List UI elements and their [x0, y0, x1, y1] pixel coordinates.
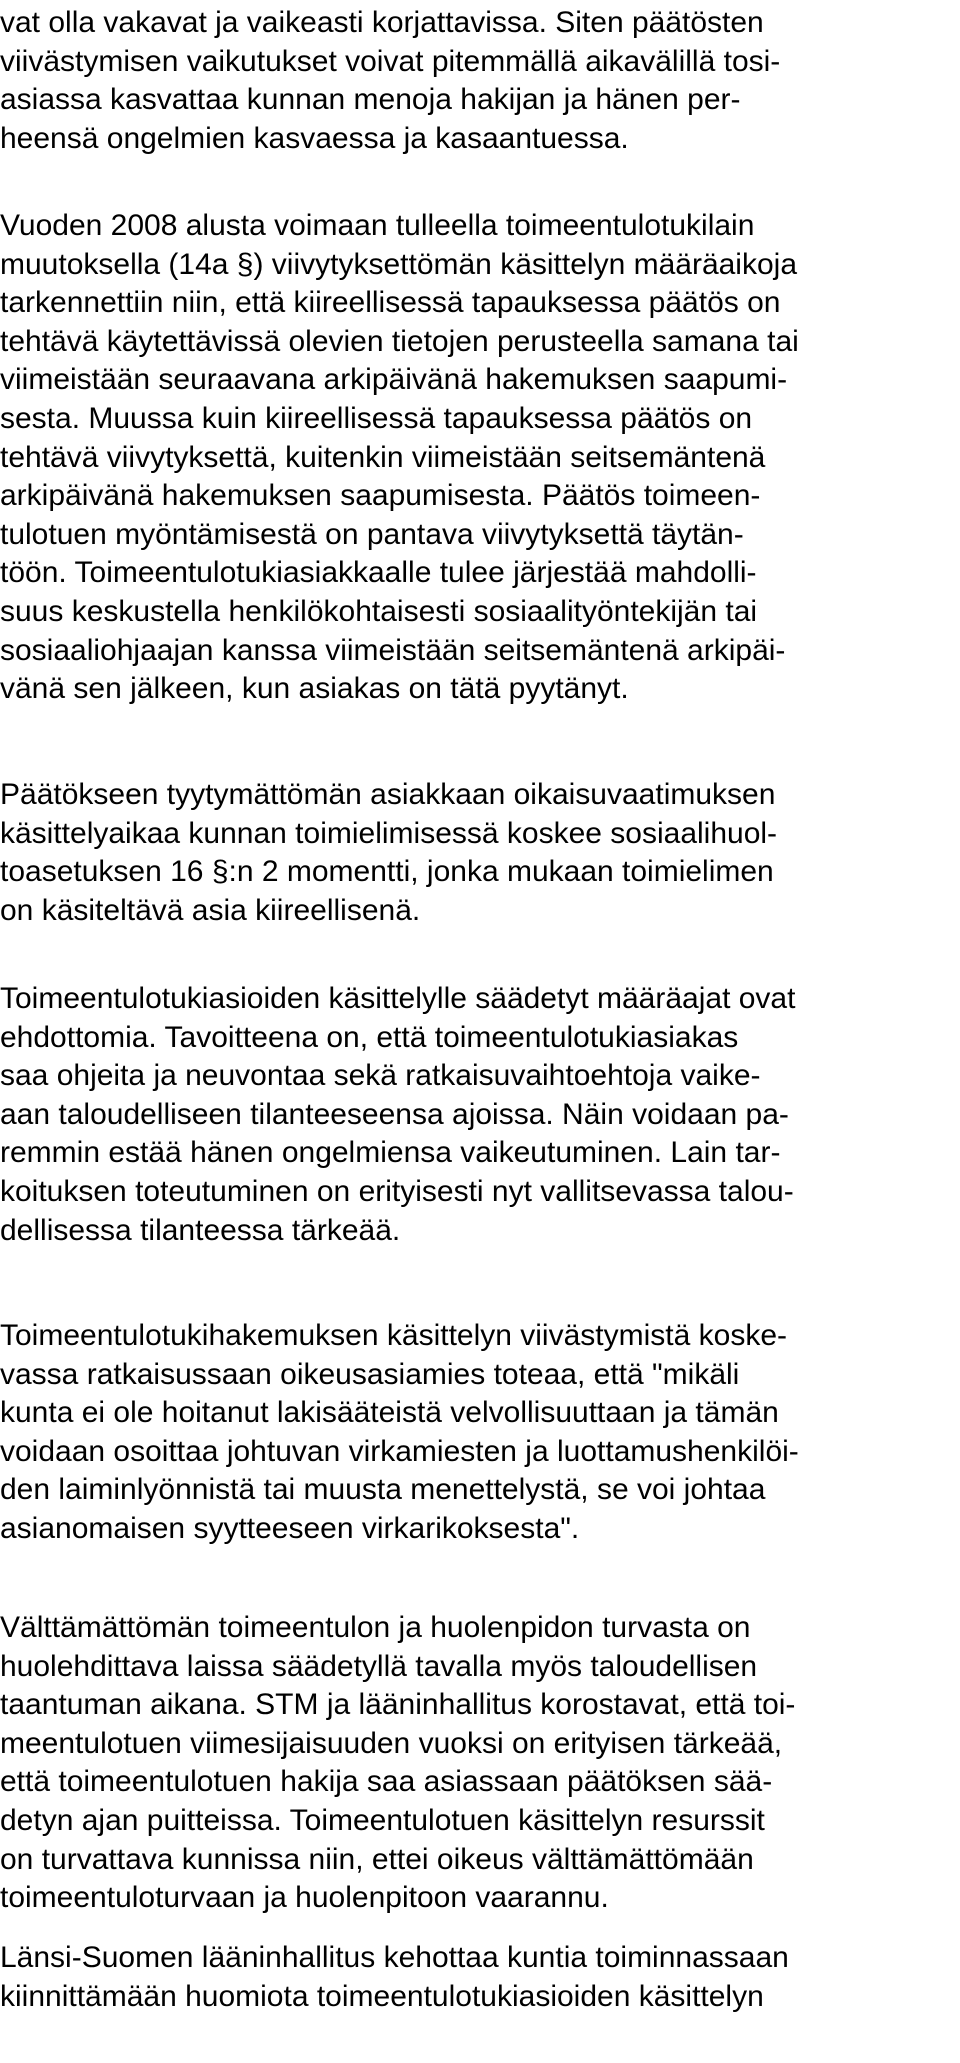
- text-line: koituksen toteutuminen on erityisesti nyt vallitsevassa talou-: [0, 1174, 794, 1208]
- text-line: vassa ratkaisussaan oikeusasiamies toteaa, että "mikäli: [0, 1357, 740, 1391]
- text-line: tulotuen myöntämisestä on pantava viivytyksettä täytän-: [0, 517, 744, 551]
- text-line: tehtävä viivytyksettä, kuitenkin viimeistään seitsemäntenä: [0, 440, 766, 474]
- text-line: asiassa kasvattaa kunnan menoja hakijan ja hänen per-: [0, 83, 741, 117]
- text-line: huolehdittava laissa säädetyllä tavalla myös taloudellisen: [0, 1649, 758, 1683]
- paragraph-5: [0, 1317, 799, 1549]
- text-line: toasetuksen 16 §:n 2 momentti, jonka mukaan toimielimen: [0, 855, 774, 889]
- text-line: den laiminlyönnistä tai muusta menettelystä, se voi johtaa: [0, 1473, 766, 1507]
- text-line: Toimeentulotukihakemuksen käsittelyn viivästymistä koske-: [0, 1319, 787, 1352]
- text-line: detyn ajan puitteissa. Toimeentulotuen käsittelyn resurssit: [0, 1803, 765, 1837]
- text-line: heensä ongelmien kasvaessa ja kasaantuessa.: [0, 121, 629, 155]
- text-line: on käsiteltävä asia kiireellisenä.: [0, 893, 421, 927]
- text-line: arkipäivänä hakemuksen saapumisesta. Päätös toimeen-: [0, 479, 761, 513]
- text-line: Länsi-Suomen lääninhallitus kehottaa kuntia toiminnassaan: [0, 1941, 789, 1974]
- text-line: Vuoden 2008 alusta voimaan tulleella toimeentulotukilain: [0, 209, 755, 242]
- text-line: Toimeentulotukiasioiden käsittelylle säädetyt määräajat ovat: [0, 982, 796, 1015]
- text-line: tehtävä käytettävissä olevien tietojen perusteella samana tai: [0, 324, 799, 358]
- text-line: dellisessa tilanteessa tärkeää.: [0, 1213, 401, 1247]
- text-line: saa ohjeita ja neuvontaa sekä ratkaisuvaihtoehtoja vaike-: [0, 1059, 761, 1093]
- text-line: suus keskustella henkilökohtaisesti sosiaalityöntekijän tai: [0, 594, 758, 628]
- text-line: töön. Toimeentulotukiasiakkaalle tulee järjestää mahdolli-: [0, 556, 757, 590]
- text-line: muutoksella (14a §) viivytyksettömän käsittelyn määräaikoja: [0, 247, 798, 281]
- text-line: Välttämättömän toimeentulon ja huolenpidon turvasta on: [0, 1611, 751, 1644]
- text-line: kiinnittämään huomiota toimeentulotukiasioiden käsittelyn: [0, 1979, 764, 2013]
- text-line: että toimeentulotuen hakija saa asiassaan päätöksen sää-: [0, 1765, 773, 1799]
- paragraph-1: [0, 4, 780, 158]
- text-line: toimeentuloturvaan ja huolenpitoon vaarannu.: [0, 1881, 609, 1915]
- text-line: voidaan osoittaa johtuvan virkamiesten ja luottamushenkilöi-: [0, 1434, 799, 1468]
- text-line: aan taloudelliseen tilanteeseensa ajoissa. Näin voidaan pa-: [0, 1097, 789, 1131]
- text-line: meentulotuen viimesijaisuuden vuoksi on erityisen tärkeää,: [0, 1726, 783, 1760]
- text-line: sosiaaliohjaajan kanssa viimeistään seitsemäntenä arkipäi-: [0, 633, 786, 667]
- text-line: on turvattava kunnissa niin, ettei oikeus välttämättömään: [0, 1842, 754, 1876]
- paragraph-6: [0, 1609, 795, 1918]
- text-line: käsittelyaikaa kunnan toimielimisessä koskee sosiaalihuol-: [0, 816, 778, 850]
- text-line: ehdottomia. Tavoitteena on, että toimeentulotukiasiakas: [0, 1020, 739, 1054]
- text-line: Päätökseen tyytymättömän asiakkaan oikaisuvaatimuksen: [0, 778, 776, 811]
- text-line: viivästymisen vaikutukset voivat pitemmällä aikavälillä tosi-: [0, 44, 781, 78]
- text-line: asianomaisen syytteeseen virkarikoksesta".: [0, 1511, 580, 1545]
- text-line: vänä sen jälkeen, kun asiakas on tätä pyytänyt.: [0, 672, 629, 706]
- paragraph-2: [0, 207, 799, 709]
- text-line: sesta. Muussa kuin kiireellisessä tapauksessa päätös on: [0, 401, 753, 435]
- paragraph-3: [0, 776, 777, 930]
- text-line: taantuman aikana. STM ja lääninhallitus korostavat, että toi-: [0, 1688, 796, 1722]
- paragraph-7: [0, 1939, 789, 2016]
- text-line: vat olla vakavat ja vaikeasti korjattavissa. Siten päätösten: [0, 6, 764, 39]
- text-line: kunta ei ole hoitanut lakisääteistä velvollisuuttaan ja tämän: [0, 1396, 779, 1430]
- text-line: remmin estää hänen ongelmiensa vaikeutuminen. Lain tar-: [0, 1136, 781, 1170]
- text-line: tarkennettiin niin, että kiireellisessä tapauksessa päätös on: [0, 286, 781, 320]
- text-line: viimeistään seuraavana arkipäivänä hakemuksen saapumi-: [0, 363, 788, 397]
- paragraph-4: [0, 980, 795, 1250]
